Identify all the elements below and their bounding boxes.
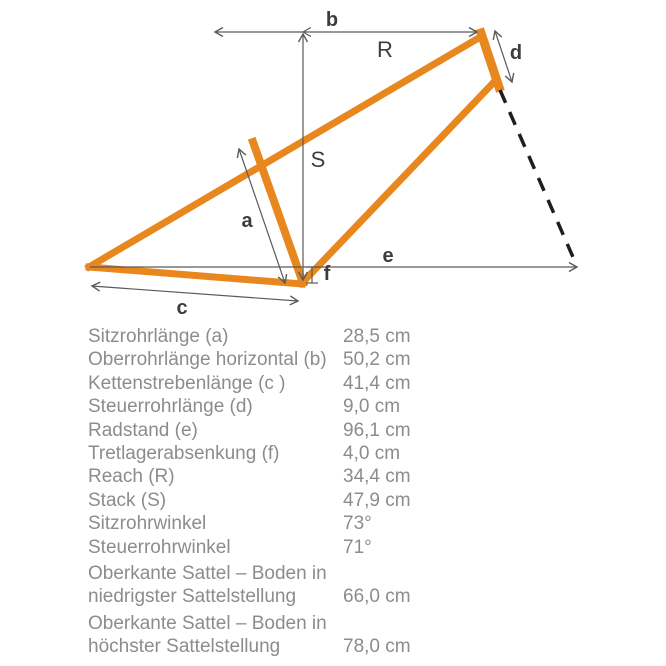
row-label: Radstand (e) xyxy=(88,419,198,441)
row-label: Sitzrohrwinkel xyxy=(88,513,207,535)
table-row xyxy=(88,442,618,465)
table-row xyxy=(88,372,618,395)
row-label: Stack (S) xyxy=(88,489,167,511)
frame-tubes xyxy=(89,33,499,284)
row-value: 73° xyxy=(343,513,372,535)
row-value: 4,0 cm xyxy=(343,443,401,465)
row-value: 66,0 cm xyxy=(343,586,411,608)
table-row xyxy=(88,562,618,609)
row-label: Steuerrohrwinkel xyxy=(88,536,231,558)
table-row xyxy=(88,325,618,348)
fork-dashed-line xyxy=(500,90,576,264)
table-row xyxy=(88,465,618,488)
chainstay-dim-arrow xyxy=(92,286,298,301)
table-row xyxy=(88,536,618,559)
table-row xyxy=(88,612,618,659)
row-value: 28,5 cm xyxy=(343,326,411,347)
label-d: d xyxy=(509,42,523,64)
row-value: 9,0 cm xyxy=(343,396,401,418)
table-row xyxy=(88,512,618,535)
label-a: a xyxy=(241,210,253,232)
row-label: Reach (R) xyxy=(88,466,175,488)
table-row xyxy=(88,489,618,512)
label-f: f xyxy=(323,263,331,285)
table-row xyxy=(88,395,618,418)
row-label: Sitzrohrlänge (a) xyxy=(88,326,229,347)
row-label: Oberrohrlänge horizontal (b) xyxy=(88,349,327,371)
row-label: Tretlagerabsenkung (f) xyxy=(88,443,280,465)
row-label: Oberkante Sattel – Boden in höchster Sattelstellung xyxy=(88,612,327,658)
label-b: b xyxy=(325,9,339,31)
table-row xyxy=(88,419,618,442)
row-label: Steuerrohrlänge (d) xyxy=(88,396,253,418)
row-value: 96,1 cm xyxy=(343,419,411,441)
dimension-labels xyxy=(176,9,522,319)
row-value: 47,9 cm xyxy=(343,489,411,511)
chainstay-line xyxy=(89,267,302,284)
downtube-line xyxy=(302,81,495,283)
row-value: 41,4 cm xyxy=(343,372,411,394)
headtube-line xyxy=(481,33,499,87)
row-value: 78,0 cm xyxy=(343,636,411,658)
row-value: 50,2 cm xyxy=(343,349,411,371)
dimension-lines xyxy=(90,28,577,302)
frame-geometry-diagram xyxy=(0,0,666,324)
row-label: Kettenstrebenlänge (c ) xyxy=(88,372,286,394)
label-S: S xyxy=(310,147,326,172)
label-e: e xyxy=(382,245,394,267)
row-label: Oberkante Sattel – Boden in niedrigster Sattelstellung xyxy=(88,563,327,608)
row-value: 34,4 cm xyxy=(343,466,411,488)
label-R: R xyxy=(377,37,393,62)
row-value: 71° xyxy=(343,536,372,558)
label-c: c xyxy=(176,297,188,319)
geometry-table xyxy=(88,325,618,659)
table-row xyxy=(88,348,618,371)
